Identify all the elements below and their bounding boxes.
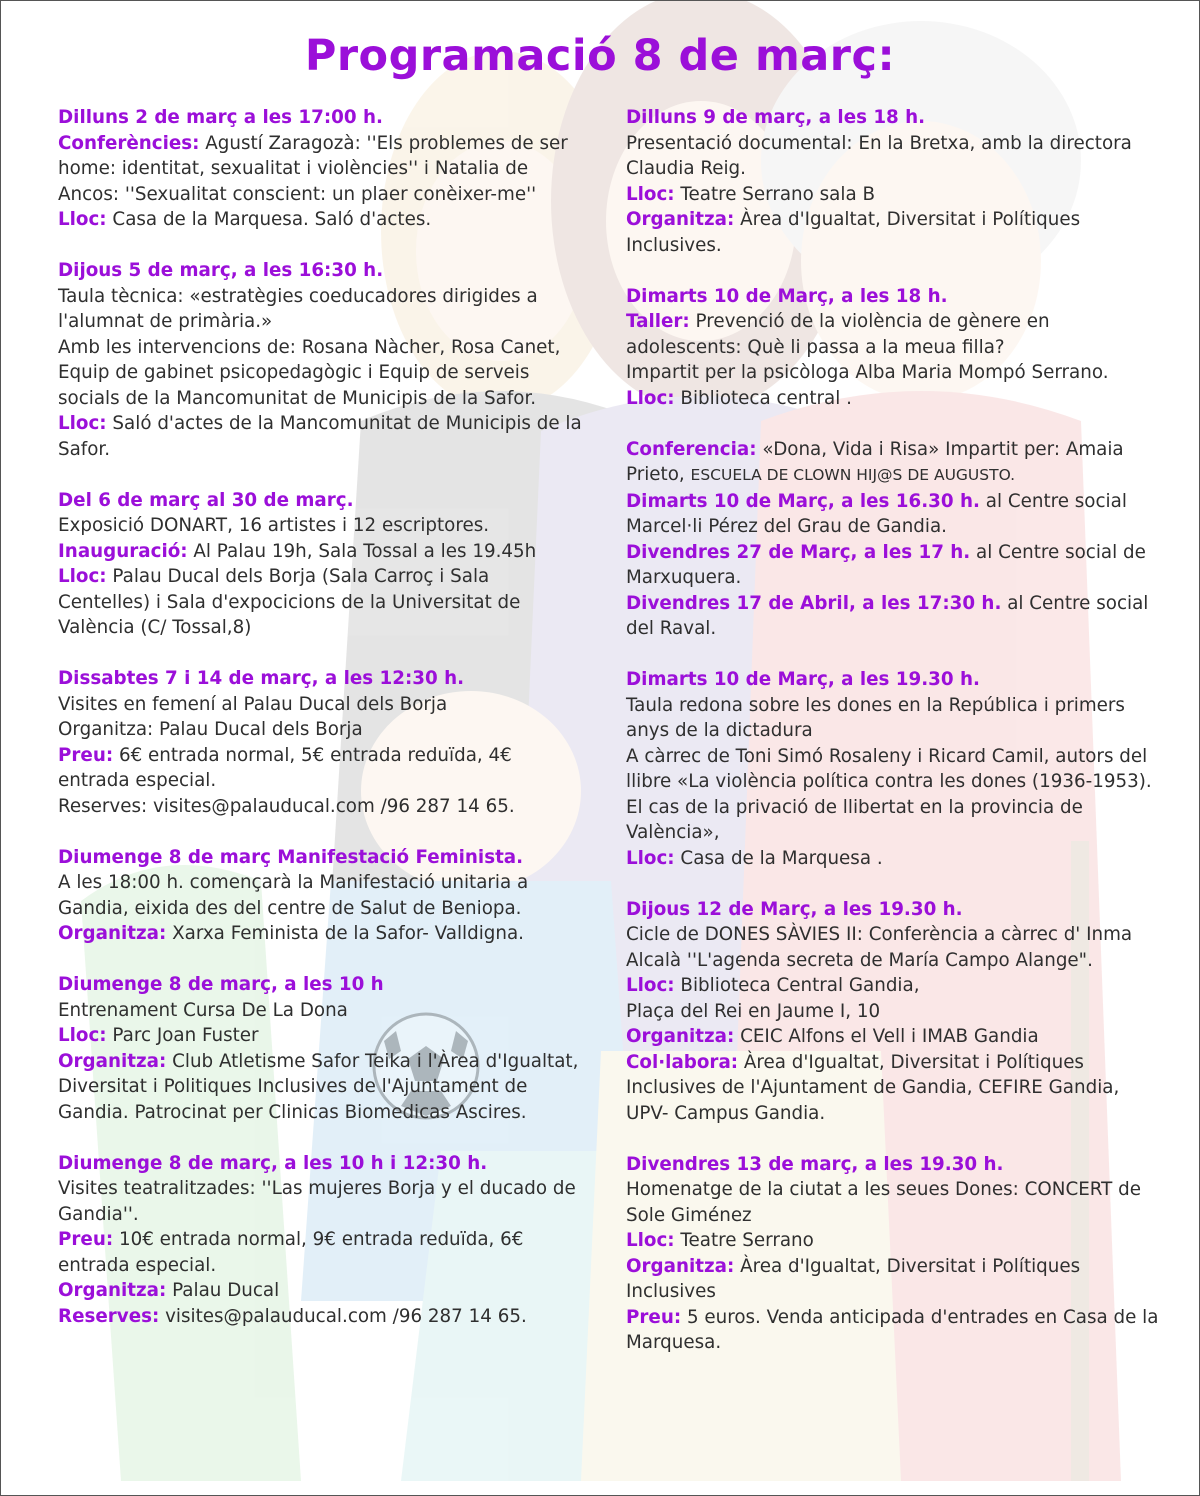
event-label: Inauguració: xyxy=(58,540,188,562)
event-text: 6€ entrada normal, 5€ entrada reduïda, 4€ entrada especial. xyxy=(58,744,512,791)
event-line xyxy=(58,692,583,718)
event-line xyxy=(58,743,583,794)
event-label: Organitza: xyxy=(58,1050,167,1072)
event-text-small: ESCUELA DE CLOWN HIJ@S DE AUGUSTO. xyxy=(690,466,1016,484)
event-heading: Diumenge 8 de març Manifestació Feminista. xyxy=(58,846,524,868)
event-text: Taula redona sobre les dones en la República i primers anys de la dictadura xyxy=(626,694,1125,741)
event-line xyxy=(58,794,583,820)
event-label: Conferències: xyxy=(58,132,200,154)
event-line xyxy=(58,207,583,233)
event-heading: Diumenge 8 de març, a les 10 h i 12:30 h. xyxy=(58,1152,488,1174)
event-heading: Del 6 de març al 30 de març. xyxy=(58,489,354,511)
event-text: 10€ entrada normal, 9€ entrada reduïda, 6€ entrada especial. xyxy=(58,1229,524,1276)
event-label: Lloc: xyxy=(626,183,675,205)
event-line xyxy=(58,1278,583,1304)
event-line xyxy=(626,360,1161,386)
event-text: Plaça del Rei en Jaume I, 10 xyxy=(626,1000,881,1022)
event-block xyxy=(626,284,1161,412)
event-block xyxy=(58,972,583,1125)
event-text: visites@palauducal.com /96 287 14 65. xyxy=(159,1305,527,1327)
event-label: Organitza: xyxy=(58,1280,167,1301)
event-line xyxy=(626,846,1161,872)
event-heading: Dilluns 2 de març a les 17:00 h. xyxy=(58,107,383,128)
event-line xyxy=(626,309,1161,360)
event-heading: Dimarts 10 de Març, a les 18 h. xyxy=(626,285,948,307)
event-label: Organitza: xyxy=(626,1026,735,1047)
event-line xyxy=(626,1050,1161,1127)
event-text: Àrea d'Igualtat, Diversitat i Polítiques Inclusives de l'Ajuntament de Gandia, CEFIRE Gandia, UPV- Campus Gandia. xyxy=(626,1051,1120,1124)
event-line xyxy=(58,335,583,412)
event-label: Lloc: xyxy=(626,387,675,409)
event-text: Teatre Serrano sala B xyxy=(674,183,875,205)
event-line xyxy=(626,1228,1161,1254)
event-line xyxy=(58,870,583,921)
event-line xyxy=(626,131,1161,182)
event-text: Taula tècnica: «estratègies coeducadores dirigides a l'alumnat de primària.» xyxy=(58,285,538,332)
event-line xyxy=(626,207,1161,258)
event-text: A càrrec de Toni Simó Rosaleny i Ricard Camil, autors del llibre «La violència política contra les dones (1936-1953). El cas de la privació de llibertat en la provincia de València», xyxy=(626,745,1152,843)
event-heading: Dimarts 10 de Març, a les 19.30 h. xyxy=(626,669,980,690)
event-text: Casa de la Marquesa. Saló d'actes. xyxy=(106,209,432,230)
event-text: Teatre Serrano xyxy=(674,1230,814,1251)
event-line xyxy=(626,386,1161,412)
event-line xyxy=(626,1254,1161,1305)
event-label: Taller: xyxy=(626,311,690,332)
event-label: Lloc: xyxy=(626,847,675,869)
left-column xyxy=(58,105,583,1355)
event-label: Lloc: xyxy=(626,1230,675,1251)
event-text: Organitza: Palau Ducal dels Borja xyxy=(58,719,363,740)
event-line xyxy=(626,1305,1161,1356)
event-line xyxy=(58,1023,583,1049)
event-line xyxy=(626,489,1161,540)
event-label: Lloc: xyxy=(626,975,675,996)
event-text: Xarxa Feminista de la Safor- Valldigna. xyxy=(166,923,524,944)
event-text: Biblioteca Central Gandia, xyxy=(674,975,920,996)
event-text: Presentació documental: En la Bretxa, amb la directora Claudia Reig. xyxy=(626,132,1132,179)
event-text: Homenatge de la ciutat a les seues Dones: CONCERT de Sole Giménez xyxy=(626,1179,1141,1226)
event-text: Entrenament Cursa De La Dona xyxy=(58,999,348,1021)
event-text: al Centre social Marcel·li Pérez del Grau de Gandia. xyxy=(626,490,1127,537)
page-title: Programació 8 de març: xyxy=(304,31,896,81)
event-text: Club Atletisme Safor Teika i l'Àrea d'Igualtat, Diversitat i Politiques Inclusives de l'Ajuntament de Gandia. Patrocinat per Clinicas Biomedicas Ascires. xyxy=(58,1050,579,1123)
event-label: Lloc: xyxy=(58,209,107,230)
event-line xyxy=(58,998,583,1024)
event-block xyxy=(626,1152,1161,1356)
event-label: Preu: xyxy=(58,1229,114,1250)
event-line xyxy=(58,1049,583,1126)
event-line xyxy=(626,437,1161,489)
event-line xyxy=(58,513,583,539)
event-block xyxy=(58,666,583,819)
event-line xyxy=(626,540,1161,591)
event-label: Organitza: xyxy=(626,209,735,230)
event-block xyxy=(58,258,583,462)
event-text: CEIC Alfons el Vell i IMAB Gandia xyxy=(734,1026,1039,1047)
event-block xyxy=(58,845,583,947)
event-label: Lloc: xyxy=(58,1025,107,1046)
event-heading: Dijous 12 de Març, a les 19.30 h. xyxy=(626,898,963,920)
event-text: Cicle de DONES SÀVIES II: Conferència a càrrec d' Inma Alcalà ''L'agenda secreta de María Campo Alange". xyxy=(626,924,1133,971)
event-text: Prevenció de la violència de gènere en adolescents: Què li passa a la meua filla? xyxy=(626,311,1050,358)
event-line xyxy=(626,182,1161,208)
event-block xyxy=(626,437,1161,642)
event-text: Àrea d'Igualtat, Diversitat i Polítiques Inclusives. xyxy=(626,209,1081,256)
event-text: Àrea d'Igualtat, Diversitat i Polítiques Inclusives xyxy=(626,1255,1081,1302)
event-block xyxy=(58,1151,583,1330)
event-line xyxy=(58,1176,583,1227)
event-block xyxy=(626,897,1161,1127)
event-line xyxy=(626,1024,1161,1050)
event-text: Biblioteca central . xyxy=(674,387,852,409)
event-line xyxy=(58,564,583,641)
event-text: 5 euros. Venda anticipada d'entrades en Casa de la Marquesa. xyxy=(626,1306,1159,1353)
event-label: Lloc: xyxy=(58,566,107,587)
event-text: Palau Ducal xyxy=(166,1280,280,1301)
event-text: Palau Ducal dels Borja (Sala Carroç i Sala Centelles) i Sala d'expocicions de la Universitat de València (C/ Tossal,8) xyxy=(58,566,521,638)
event-line xyxy=(626,744,1161,846)
event-text: Impartit per la psicòloga Alba Maria Mompó Serrano. xyxy=(626,362,1109,383)
event-text: «Dona, Vida i Risa» Impartit per: Amaia Prieto, xyxy=(626,438,1124,485)
event-label: Lloc: xyxy=(58,413,107,434)
event-label: Organitza: xyxy=(626,1255,735,1277)
event-line xyxy=(58,539,583,565)
event-text: al Centre social del Raval. xyxy=(626,592,1149,639)
event-label: Divendres 27 de Març, a les 17 h. xyxy=(626,541,971,563)
event-line xyxy=(58,284,583,335)
event-label: Divendres 17 de Abril, a les 17:30 h. xyxy=(626,592,1002,614)
event-heading: Divendres 13 de març, a les 19.30 h. xyxy=(626,1153,1004,1175)
event-heading: Diumenge 8 de març, a les 10 h xyxy=(58,974,384,995)
event-line xyxy=(58,1227,583,1278)
event-line xyxy=(58,131,583,208)
event-block xyxy=(58,105,583,233)
right-column xyxy=(626,105,1161,1381)
event-block xyxy=(58,488,583,641)
event-text: Saló d'actes de la Mancomunitat de Municipis de la Safor. xyxy=(58,413,582,460)
event-label: Reserves: xyxy=(58,1305,160,1327)
event-text: al Centre social de Marxuquera. xyxy=(626,541,1146,588)
event-text: Parc Joan Fuster xyxy=(106,1025,259,1046)
event-line xyxy=(626,922,1161,973)
event-line xyxy=(58,1304,583,1330)
event-heading: Dissabtes 7 i 14 de març, a les 12:30 h. xyxy=(58,668,465,689)
event-line xyxy=(58,411,583,462)
event-line xyxy=(626,1177,1161,1228)
event-text: Al Palau 19h, Sala Tossal a les 19.45h xyxy=(187,540,537,562)
event-text: Exposició DONART, 16 artistes i 12 escriptores. xyxy=(58,515,490,536)
event-text: Visites teatralitzades: ''Las mujeres Borja y el ducado de Gandia''. xyxy=(58,1178,576,1225)
event-line xyxy=(626,591,1161,642)
event-block xyxy=(626,667,1161,871)
event-text: Casa de la Marquesa . xyxy=(674,847,883,869)
event-line xyxy=(58,921,583,947)
event-label: Organitza: xyxy=(58,923,167,944)
event-line xyxy=(58,717,583,743)
event-heading: Dilluns 9 de març, a les 18 h. xyxy=(626,107,926,128)
event-line xyxy=(626,999,1161,1025)
event-block xyxy=(626,105,1161,258)
event-line xyxy=(626,973,1161,999)
event-label: Preu: xyxy=(58,744,114,766)
event-text: A les 18:00 h. començarà la Manifestació unitaria a Gandia, eixida des del centre de Salut de Beniopa. xyxy=(58,872,529,919)
event-text: Visites en femení al Palau Ducal dels Borja xyxy=(58,693,448,715)
event-line xyxy=(626,693,1161,744)
event-label: Preu: xyxy=(626,1306,682,1328)
event-text: Reserves: visites@palauducal.com /96 287 14 65. xyxy=(58,795,515,817)
event-label: Col·labora: xyxy=(626,1051,739,1073)
event-label: Conferencia: xyxy=(626,438,757,460)
event-text: Amb les intervencions de: Rosana Nàcher, Rosa Canet, Equip de gabinet psicopedagògic i Equip de serveis socials de la Mancomunitat de Municipis de la Safor. xyxy=(58,336,561,409)
event-heading: Dijous 5 de març, a les 16:30 h. xyxy=(58,260,384,281)
event-label: Dimarts 10 de Març, a les 16.30 h. xyxy=(626,490,980,512)
event-text: Agustí Zaragozà: ''Els problemes de ser home: identitat, sexualitat i violències'' i Natalia de Ancos: ''Sexualitat conscient: un plaer conèixer-me'' xyxy=(58,132,568,205)
